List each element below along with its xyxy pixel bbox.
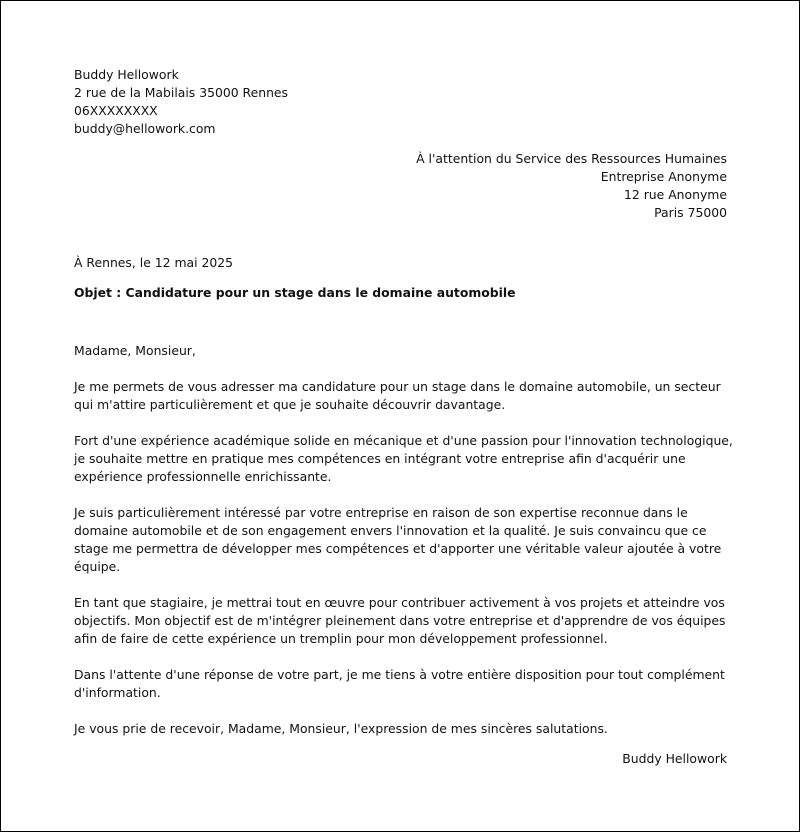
sender-name: Buddy Hellowork — [74, 67, 179, 82]
signature: Buddy Hellowork — [622, 751, 727, 766]
sender-block — [74, 66, 288, 138]
sender-email: buddy@hellowork.com — [74, 121, 216, 136]
recipient-city: Paris 75000 — [654, 205, 727, 220]
recipient-street: 12 rue Anonyme — [623, 187, 727, 202]
letter-subject: Objet : Candidature pour un stage dans le domaine automobile — [74, 285, 516, 300]
recipient-attention: À l'attention du Service des Ressources Humaines — [416, 151, 727, 166]
body-paragraph: Je me permets de vous adresser ma candidature pour un stage dans le domaine automobile, un secteur qui m'attire particulièrement et que je souhaite découvrir davantage. — [74, 379, 721, 412]
recipient-company: Entreprise Anonyme — [600, 169, 727, 184]
body-paragraph: En tant que stagiaire, je mettrai tout en œuvre pour contribuer activement à vos projets et atteindre vos objectifs. Mon objectif est de m'intégrer pleinement dans votre entreprise et d'apprendre de vos équipes afin de faire de cette expérience un tremplin pour mon développement professionnel. — [74, 595, 726, 646]
letter-date: À Rennes, le 12 mai 2025 — [74, 255, 234, 270]
closing-paragraph: Je vous prie de recevoir, Madame, Monsieur, l'expression de mes sincères salutations. — [74, 721, 608, 736]
sender-phone: 06XXXXXXXX — [74, 103, 158, 118]
body-paragraph: Fort d'une expérience académique solide en mécanique et d'une passion pour l'innovation technologique, je souhaite mettre en pratique mes compétences en intégrant votre entreprise afin d'acquérir une expérience professionnelle enrichissante. — [74, 433, 733, 484]
greeting: Madame, Monsieur, — [74, 343, 196, 358]
body-paragraph: Je suis particulièrement intéressé par votre entreprise en raison de son expertise reconnue dans le domaine automobile et de son engagement envers l'innovation et la qualité. Je suis convaincu que ce stage me permettra de développer mes compétences et d'apporter une véritable valeur ajoutée à votre équipe. — [74, 505, 722, 574]
sender-address: 2 rue de la Mabilais 35000 Rennes — [74, 85, 289, 100]
letter-body — [74, 342, 734, 756]
recipient-block — [416, 150, 727, 222]
body-paragraph: Dans l'attente d'une réponse de votre part, je me tiens à votre entière disposition pour tout complément d'information. — [74, 667, 725, 700]
